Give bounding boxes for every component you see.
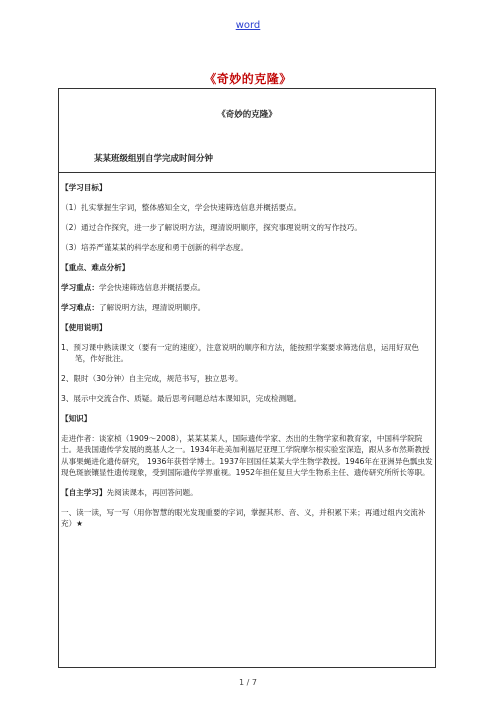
usage-heading: 【使用说明】 <box>61 323 107 332</box>
objectives-heading: 【学习目标】 <box>61 183 107 192</box>
usage-item-3: 3、展示中交流合作、质疑。最后思考问题总结本课知识，完成检测题。 <box>61 394 302 404</box>
focus-line <box>61 282 433 293</box>
usage-item-1: 1、预习课中熟读课文（要有一定的速度），注意说明的顺序和方法，能按照学案要求筛选信息，运用好双色笔，作好批注。 <box>61 343 419 364</box>
difficulty-label: 学习难点： <box>61 303 99 312</box>
difficulty-text: 了解说明方法，理清说明顺序。 <box>98 303 206 312</box>
knowledge-text: 走进作者：谈家桢（1909～2008），某某某某人，国际遗传学家、杰出的生物学家和教育家，中国科学院院士。是我国遗传学发展的奠基人之一。1934年赴美加利福尼亚理工学院摩尔根实验室深造，跟从多布然斯教授从事果蝇进化遗传研究， 1936年获哲学博士。1937年回国任某某大学生物学教授。1946年在亚洲异色瓢虫发现色斑嵌镶显性遗传现象，受到国际遗传学界重视。1952年担任复旦大学生物系主任、遗传研究所所长等职。 <box>61 434 433 477</box>
class-group-line: 某某班级组别自学完成时间分钟 <box>94 154 214 164</box>
knowledge-heading: 【知识】 <box>61 414 92 424</box>
table-body <box>61 182 433 538</box>
objective-item-1: （1）扎实掌握生字词，整体感知全文，学会快速筛选信息并概括要点。 <box>61 203 302 212</box>
difficulty-line <box>61 302 433 313</box>
key-points-heading: 【重点、难点分析】 <box>61 263 130 272</box>
table-divider <box>58 172 436 173</box>
table-title: 《奇妙的克隆》 <box>217 110 277 120</box>
document-title: 《奇妙的克隆》 <box>204 72 292 86</box>
self-study-task: 一、读一读，写一写（用你智慧的眼光发现重要的字词，掌握其形、音、义，并积累下来；再通过组内交流补充）★ <box>61 507 426 529</box>
focus-text: 学会快速筛选信息并概括要点。 <box>98 283 206 292</box>
self-study-suffix: 先阅读课本，再回答问题。 <box>106 487 198 497</box>
objective-item-3: （3）培养严谨某某的科学态度和勇于创新的科学态度。 <box>61 243 249 252</box>
objective-item-2: （2）通过合作探究，进一步了解说明方法，理清说明顺序，探究事理说明文的写作技巧。 <box>61 223 362 232</box>
self-study-line <box>61 487 433 498</box>
usage-item-2: 2、限时（30分钟）自主完成，规范书写，独立思考。 <box>61 374 243 384</box>
self-study-heading: 【自主学习】 <box>61 487 107 497</box>
page-number: 1 / 7 <box>239 678 257 687</box>
header-word-link[interactable]: word <box>235 20 261 31</box>
focus-label: 学习重点： <box>61 283 99 292</box>
